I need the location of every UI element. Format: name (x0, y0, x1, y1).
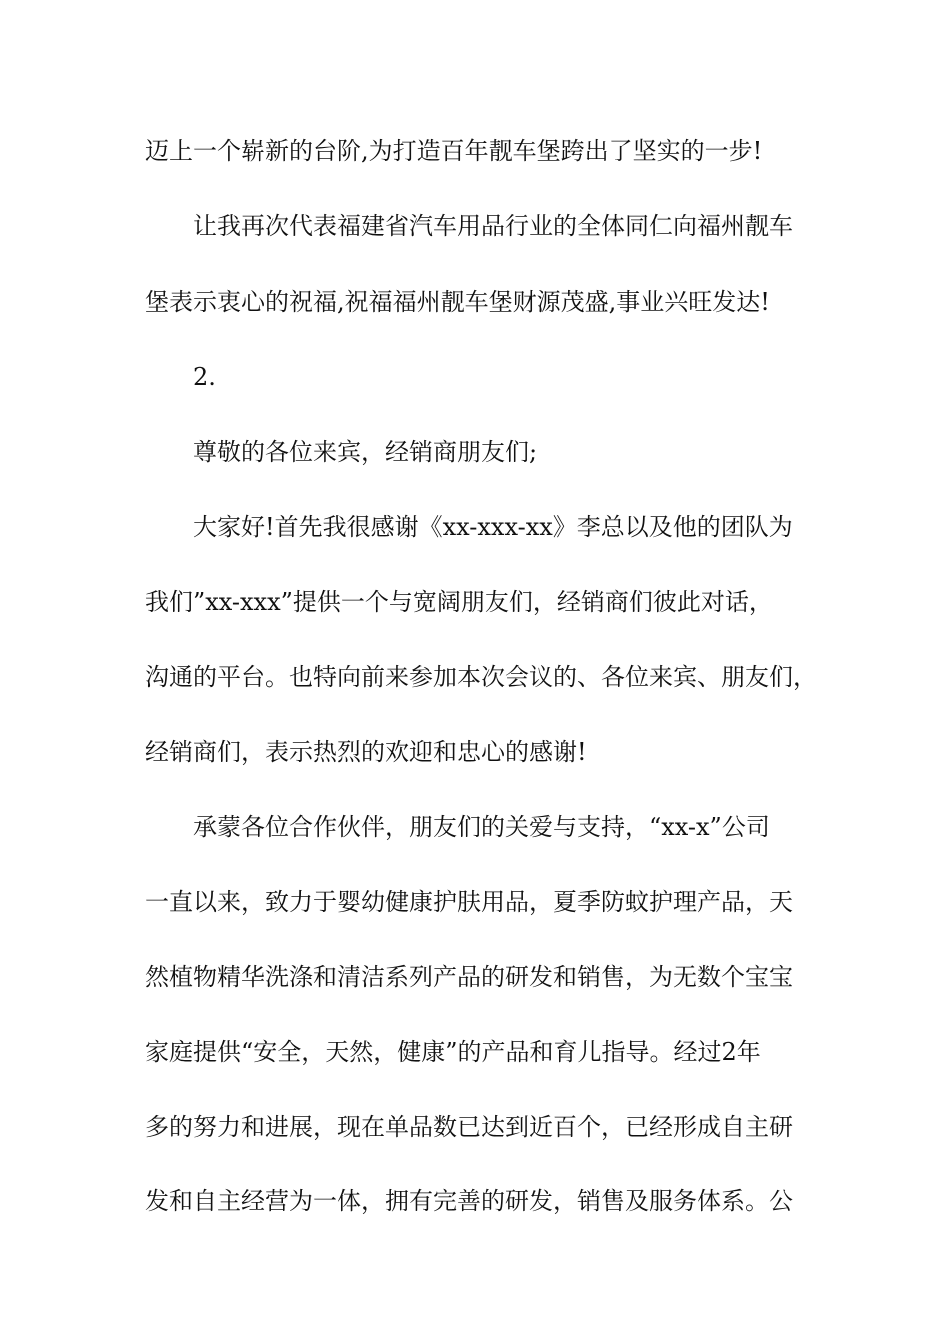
greeting-line: 尊敬的各位来宾，经销商朋友们; (193, 438, 538, 466)
text-line: 多的努力和进展，现在单品数已达到近百个，已经形成自主研 (145, 1113, 793, 1141)
text-line: 大家好!首先我很感谢《xx-xxx-xx》李总以及他的团队为 (193, 513, 793, 541)
text-line: 一直以来，致力于婴幼健康护肤用品，夏季防蚊护理产品，天 (145, 888, 793, 916)
text-line: 家庭提供“安全，天然，健康”的产品和育儿指导。经过2年 (145, 1038, 761, 1066)
text-line: 让我再次代表福建省汽车用品行业的全体同仁向福州靓车 (193, 212, 793, 240)
text-line: 然植物精华洗涤和清洁系列产品的研发和销售，为无数个宝宝 (145, 963, 793, 991)
text-line: 我们”xx-xxx”提供一个与宽阔朋友们，经销商们彼此对话， (145, 588, 773, 616)
text-line: 沟通的平台。也特向前来参加本次会议的、各位来宾、朋友们， (145, 663, 817, 691)
text-line: 发和自主经营为一体，拥有完善的研发，销售及服务体系。公 (145, 1187, 793, 1215)
text-line: 迈上一个崭新的台阶,为打造百年靓车堡跨出了坚实的一步! (145, 137, 763, 165)
text-line: 承蒙各位合作伙伴，朋友们的关爱与支持，“xx-x”公司 (193, 813, 770, 841)
text-line: 堡表示衷心的祝福,祝福福州靓车堡财源茂盛,事业兴旺发达! (145, 288, 770, 316)
text-line: 经销商们，表示热烈的欢迎和忠心的感谢! (145, 738, 587, 766)
section-number: 2. (193, 363, 216, 391)
